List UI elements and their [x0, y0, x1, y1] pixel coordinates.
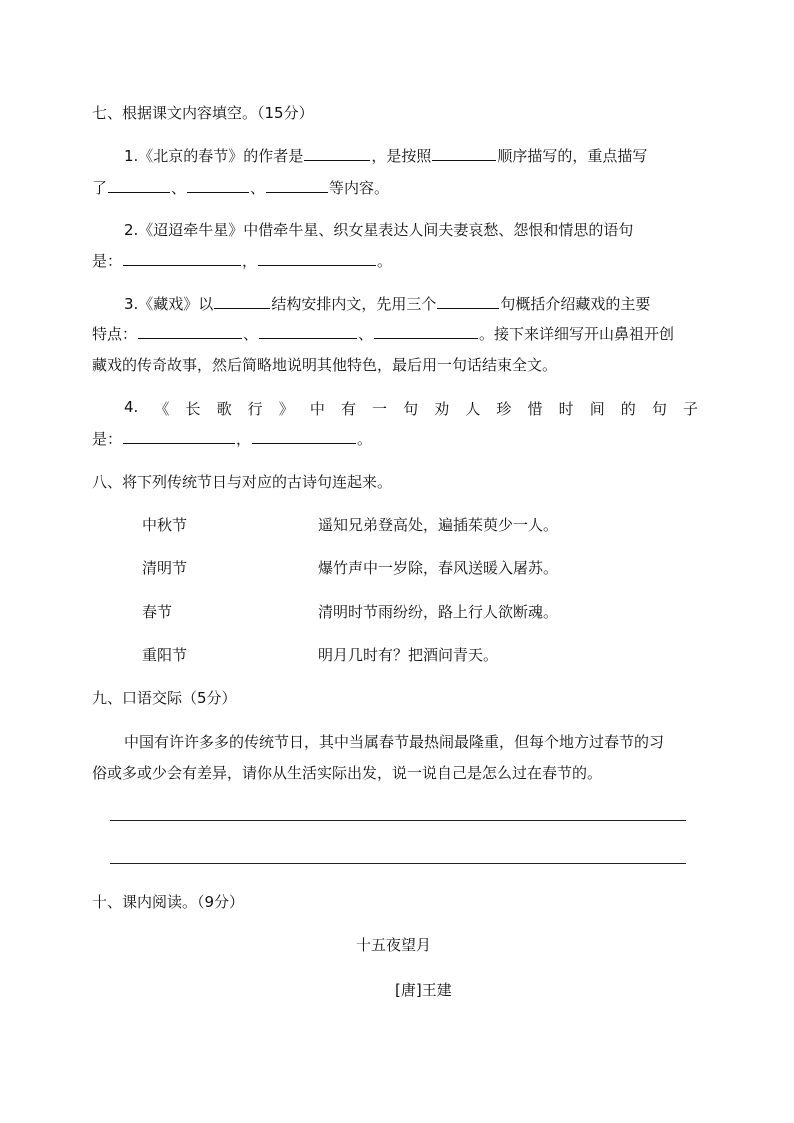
festival-item[interactable]: 中秋节	[142, 516, 188, 534]
answer-blank[interactable]	[374, 323, 478, 339]
answer-blank[interactable]	[187, 177, 249, 193]
answer-blank[interactable]	[123, 428, 235, 444]
question-7-2-line1: 2.《迢迢牵牛星》中借牵牛星、织女星表达人间夫妻哀愁、怨恨和情思的语句	[124, 221, 634, 239]
poem-line-item[interactable]: 清明时节雨纷纷，路上行人欲断魂。	[318, 603, 559, 621]
answer-blank[interactable]	[266, 177, 328, 193]
festival-item[interactable]: 清明节	[142, 559, 188, 577]
section9-prompt-line2: 俗或多或少会有差异，请你从生活实际出发，说一说自己是怎么过在春节的。	[92, 764, 603, 782]
question-7-1-line1: 1.《北京的春节》的作者是 ，是按照 顺序描写的，重点描写	[124, 147, 648, 165]
poem-line-item[interactable]: 爆竹声中一岁除，春风送暖入屠苏。	[318, 559, 559, 577]
question-7-3-line1: 3.《藏戏》以 结构安排内文，先用三个 句概括介绍藏戏的主要	[124, 295, 651, 313]
question-7-3-line3: 藏戏的传奇故事，然后简略地说明其他特色，最后用一句话结束全文。	[92, 356, 558, 374]
answer-writing-line[interactable]	[110, 820, 686, 821]
poem-line-item[interactable]: 遥知兄弟登高处，遍插茱萸少一人。	[318, 516, 559, 534]
festival-item[interactable]: 重阳节	[142, 646, 188, 664]
answer-blank[interactable]	[437, 293, 499, 309]
poem-title: 十五夜望月	[356, 936, 432, 954]
question-7-4-line2: 是： ， 。	[92, 430, 373, 448]
poem-line-item[interactable]: 明月几时有？把酒问青天。	[318, 646, 499, 664]
section10-heading: 十、课内阅读。（9分）	[92, 893, 245, 911]
question-7-3-line2: 特点： 、 、 。接下来详细写开山鼻祖开创	[92, 325, 675, 343]
answer-blank[interactable]	[214, 293, 270, 309]
question-7-4-line1: 4. 《 长 歌 行 》 中 有 一 句 劝 人 珍 惜 时 间 的 句 子	[124, 398, 698, 418]
section9-heading: 九、口语交际（5分）	[92, 689, 237, 707]
answer-blank[interactable]	[108, 177, 170, 193]
answer-blank[interactable]	[123, 250, 241, 266]
section9-prompt-line1: 中国有许许多多的传统节日，其中当属春节最热闹最隆重，但每个地方过春节的习	[124, 733, 665, 751]
section8-heading: 八、将下列传统节日与对应的古诗句连起来。	[92, 473, 393, 491]
question-7-2-line2: 是： ， 。	[92, 252, 393, 270]
poem-author: [唐]王建	[395, 981, 452, 999]
answer-writing-line[interactable]	[110, 863, 686, 864]
answer-blank[interactable]	[432, 145, 496, 161]
answer-blank[interactable]	[138, 323, 242, 339]
answer-blank[interactable]	[259, 323, 357, 339]
answer-blank[interactable]	[252, 428, 356, 444]
question-7-1-line2: 了 、 、 等内容。	[92, 179, 390, 197]
answer-blank[interactable]	[304, 145, 370, 161]
festival-item[interactable]: 春节	[142, 603, 173, 621]
section7-heading: 七、根据课文内容填空。（15分）	[92, 104, 314, 122]
answer-blank[interactable]	[258, 250, 376, 266]
